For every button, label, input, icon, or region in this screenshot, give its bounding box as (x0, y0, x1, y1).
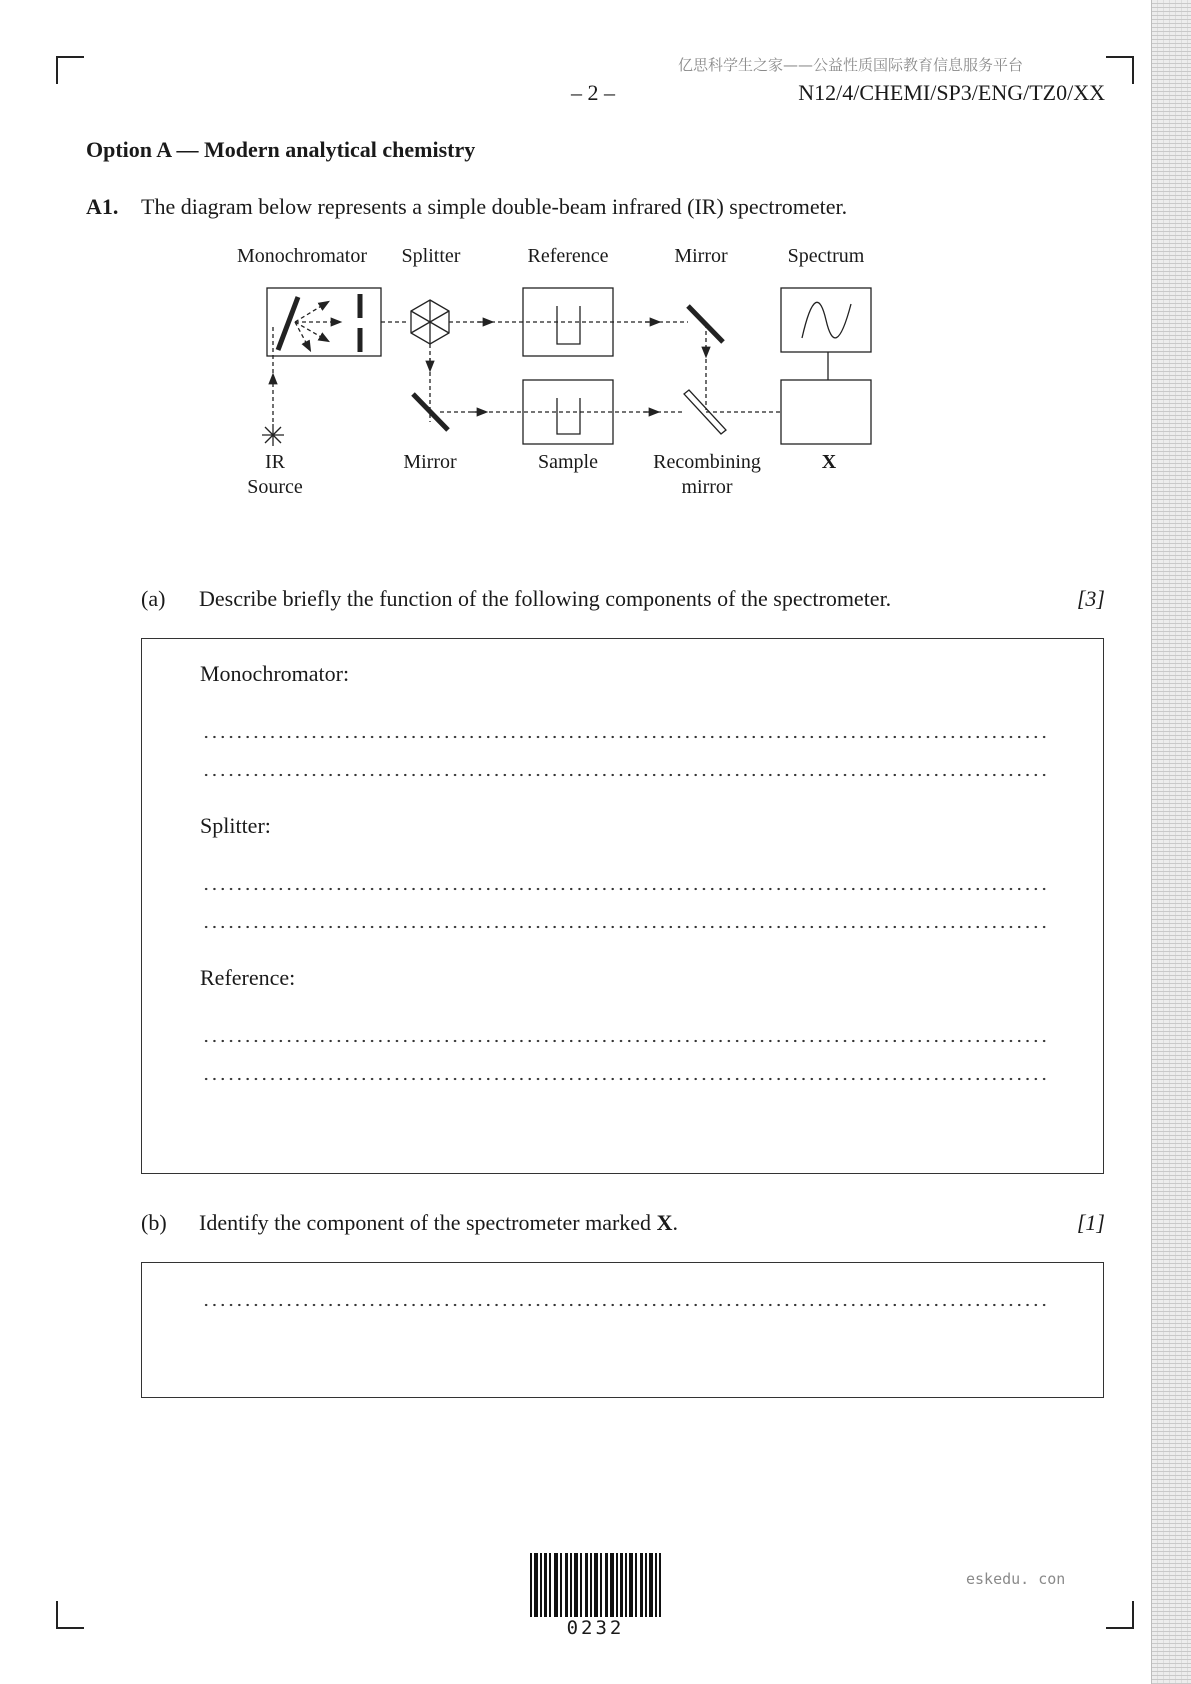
page-number: – 2 – (571, 80, 615, 105)
answer-line[interactable] (202, 773, 1047, 777)
spectrometer-diagram (237, 245, 960, 540)
question-text: The diagram below represents a simple double-beam infrared (IR) spectrometer. (141, 194, 848, 219)
part-b-text-main: Identify the component of the spectrometer marked (199, 1210, 657, 1235)
part-b-text-end: . (672, 1210, 678, 1235)
part-b-marks: [1] (1076, 1210, 1105, 1235)
header-watermark: 亿思科学生之家——公益性质国际教育信息服务平台 (678, 56, 1024, 74)
field-label-reference: Reference: (200, 965, 296, 990)
label-ir: IR (265, 451, 285, 473)
reference-cuvette (557, 306, 580, 344)
part-a-marks: [3] (1076, 586, 1105, 611)
label-mirror-bottom: Mirror (403, 451, 457, 473)
answer-line[interactable] (202, 1077, 1047, 1081)
part-b-label: (b) (141, 1210, 167, 1235)
answer-line[interactable] (202, 735, 1047, 739)
answer-line[interactable] (202, 1303, 1047, 1307)
label-mirror-top: Mirror (674, 245, 728, 267)
spectrum-wave (802, 302, 851, 338)
label-source: Source (247, 476, 303, 498)
spectrometer-diagram-drawing (240, 250, 960, 540)
monochromator-grating (278, 297, 298, 350)
label-reference: Reference (527, 245, 609, 267)
barcode (530, 1553, 661, 1617)
part-a-text: Describe briefly the function of the following components of the spectrometer. (199, 586, 892, 611)
barcode-number: 0232 (566, 1617, 625, 1639)
question-number: A1. (86, 194, 119, 219)
crop-mark-bottom-left (56, 1601, 84, 1629)
part-b-text (199, 1210, 678, 1236)
answer-line[interactable] (202, 925, 1047, 929)
part-a-answer-box[interactable] (141, 638, 1104, 1174)
component-x-box (781, 380, 871, 444)
footer-watermark: eskedu. con (966, 1570, 1066, 1588)
recombining-mirror (684, 390, 726, 434)
answer-line[interactable] (202, 1039, 1047, 1043)
crop-mark-top-right (1106, 56, 1134, 84)
ir-source-symbol (262, 424, 284, 446)
part-b-answer-box[interactable] (141, 1262, 1104, 1398)
paper-code: N12/4/CHEMI/SP3/ENG/TZ0/XX (798, 80, 1105, 105)
answer-line[interactable] (202, 887, 1047, 891)
crop-mark-top-left (56, 56, 84, 84)
label-recombining: Recombining (653, 451, 761, 473)
label-spectrum: Spectrum (787, 245, 865, 267)
label-recombining-mirror: mirror (681, 476, 733, 498)
part-a-label: (a) (141, 586, 166, 611)
part-b-text-x: X (656, 1210, 673, 1235)
label-monochromator: Monochromator (237, 245, 367, 267)
field-label-splitter: Splitter: (200, 813, 271, 838)
dispersion-rays (295, 302, 340, 350)
label-x: X (821, 451, 837, 473)
field-label-monochromator: Monochromator: (200, 661, 350, 686)
page-edge-strip (1151, 0, 1191, 1684)
label-sample: Sample (538, 451, 598, 473)
label-splitter: Splitter (401, 245, 461, 267)
crop-mark-bottom-right (1106, 1601, 1134, 1629)
sample-cuvette (557, 398, 580, 434)
splitter-symbol (411, 300, 449, 344)
option-title: Option A — Modern analytical chemistry (86, 137, 476, 162)
